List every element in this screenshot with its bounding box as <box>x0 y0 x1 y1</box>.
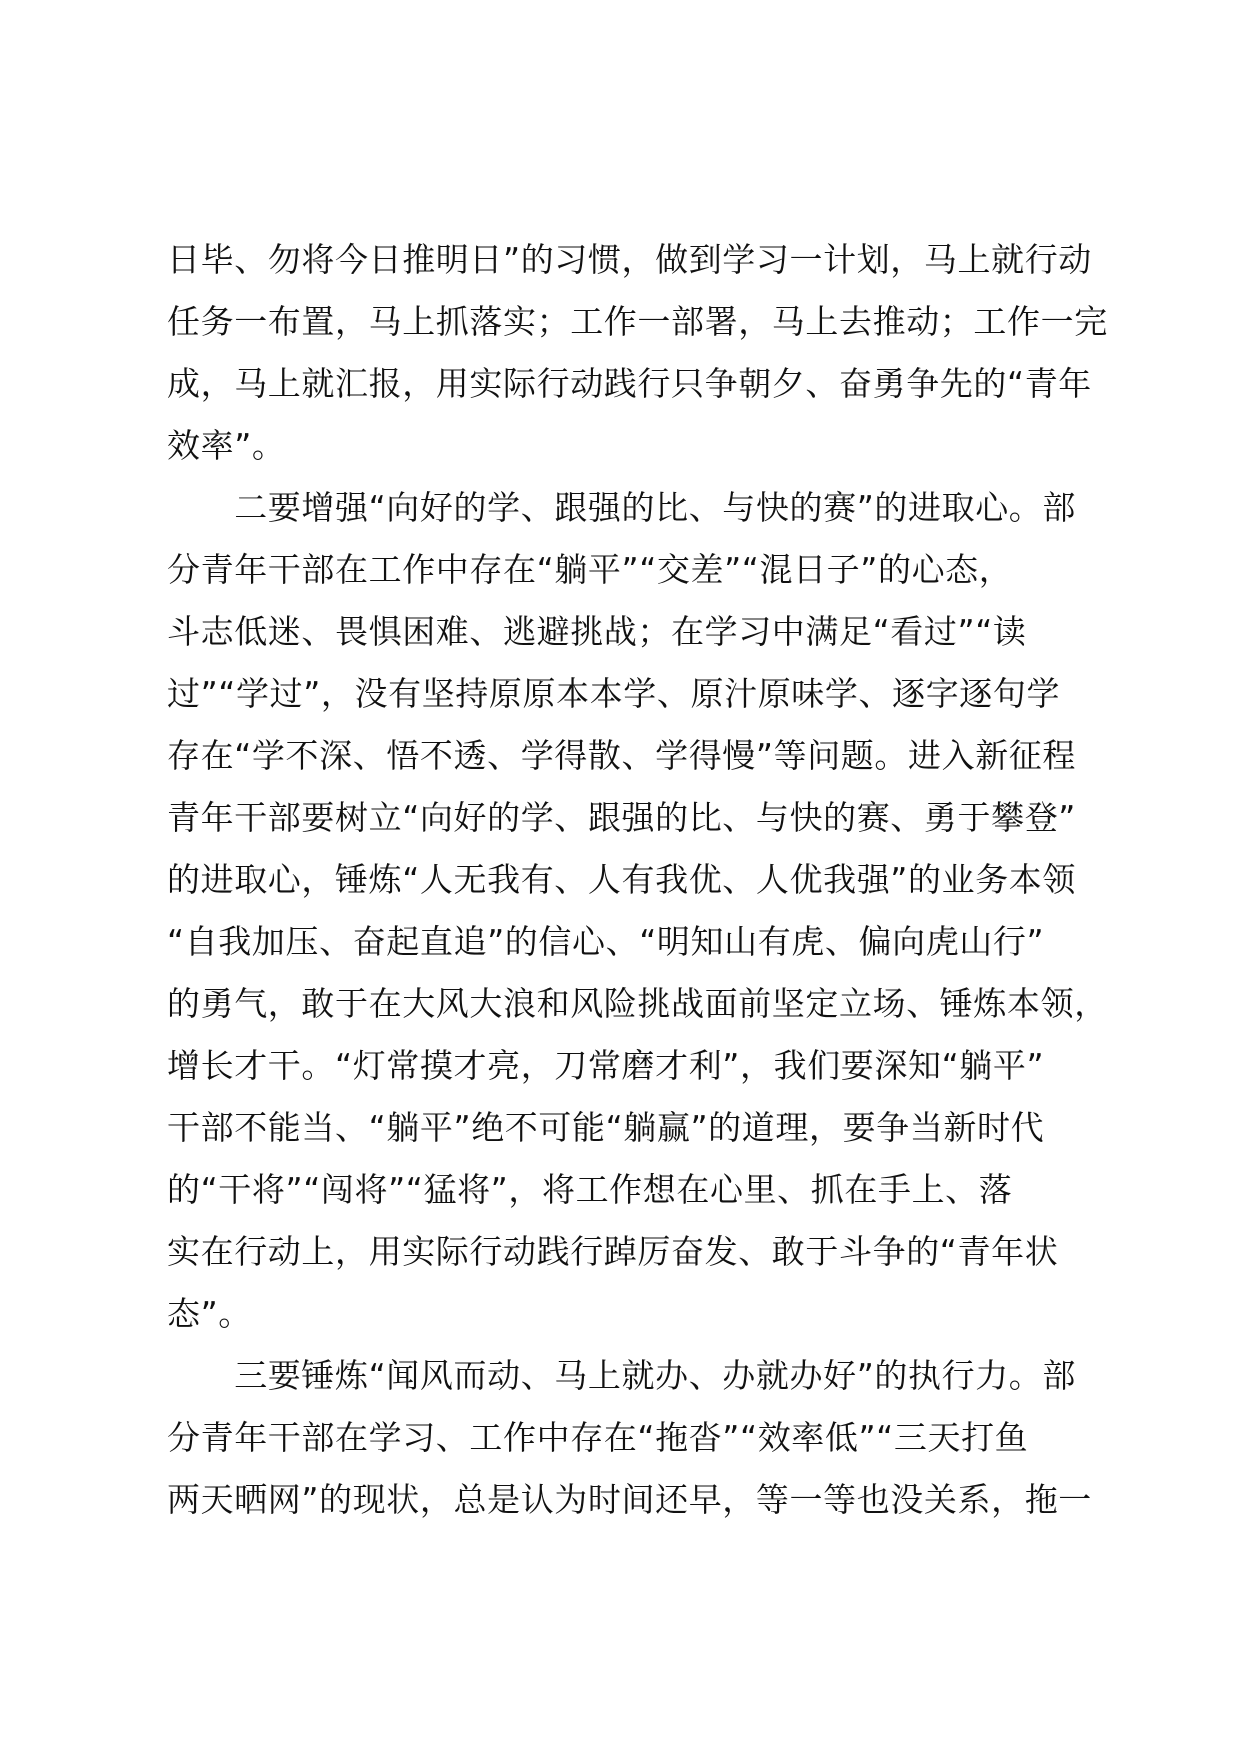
text-line: 增长才干。“灯常摸才亮，刀常磨才利”，我们要深知“躺平” <box>167 1046 1045 1085</box>
text-line: 分青年干部在学习、工作中存在“拖沓”“效率低”“三天打鱼 <box>167 1418 1029 1457</box>
text-line: 斗志低迷、畏惧困难、逃避挑战；在学习中满足“看过”“读 <box>167 612 1027 651</box>
text-line: 效率”。 <box>167 426 286 465</box>
body-text <box>167 229 1107 1531</box>
text-line: 实在行动上，用实际行动践行踔厉奋发、敢于斗争的“青年状 <box>167 1232 1059 1271</box>
text-line: “自我加压、奋起直追”的信心、“明知山有虎、偏向虎山行” <box>167 922 1045 961</box>
text-line: 分青年干部在工作中存在“躺平”“交差”“混日子”的心态， <box>167 550 1013 589</box>
text-line: 的勇气，敢于在大风大浪和风险挑战面前坚定立场、锤炼本领， <box>167 984 1108 1023</box>
text-line: 两天晒网”的现状，总是认为时间还早，等一等也没关系，拖一 <box>167 1480 1092 1519</box>
text-line: 的“干将”“闯将”“猛将”，将工作想在心里、抓在手上、落 <box>167 1170 1013 1209</box>
text-line: 日毕、勿将今日推明日”的习惯，做到学习一计划，马上就行动 <box>167 240 1092 279</box>
text-line: 态”。 <box>167 1294 252 1333</box>
paragraph-3-first-line: 三要锤炼“闻风而动、马上就办、办就办好”的执行力。部 <box>167 1356 1076 1395</box>
paragraph-2-first-line: 二要增强“向好的学、跟强的比、与快的赛”的进取心。部 <box>167 488 1076 527</box>
text-line: 存在“学不深、悟不透、学得散、学得慢”等问题。进入新征程 <box>167 736 1076 775</box>
text-line: 过”“学过”，没有坚持原原本本学、原汁原味学、逐字逐句学 <box>167 674 1061 713</box>
text-line: 青年干部要树立“向好的学、跟强的比、与快的赛、勇于攀登” <box>167 798 1076 837</box>
text-line: 的进取心，锤炼“人无我有、人有我优、人优我强”的业务本领 <box>167 860 1076 899</box>
text-line: 任务一布置，马上抓落实；工作一部署，马上去推动；工作一完 <box>167 302 1108 341</box>
text-line: 成，马上就汇报，用实际行动践行只争朝夕、奋勇争先的“青年 <box>167 364 1092 403</box>
text-line: 干部不能当、“躺平”绝不可能“躺赢”的道理，要争当新时代 <box>167 1108 1045 1147</box>
